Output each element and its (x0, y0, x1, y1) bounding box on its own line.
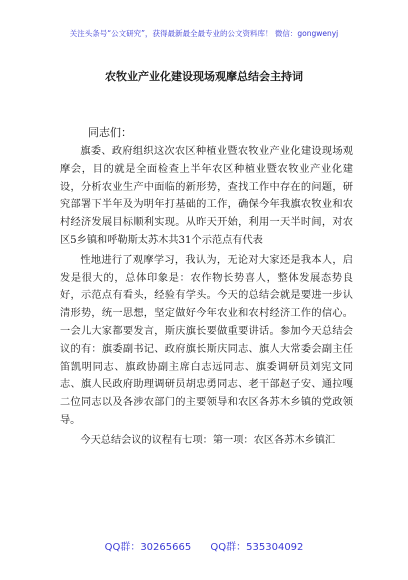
paragraph: 今天总结会议的议程有七项：第一项：农区各苏木乡镇汇 (80, 434, 336, 446)
paragraph: 旗委、政府组织这次农区种植业暨农牧业产业化建设现场观摩会，目的就是全面检查上半年农区种植业暨农牧业产业化建设，分析农业生产中面临的新形势，查找工作中存在的问题，研究部署下半年及为明年打基础的工作，确保今年我旗农牧业和农村经济发展目标顺利实现。从昨天开始，利用一天半时间，对农区5乡镇和呼勒斯太苏木共31个示范点有代表 (60, 146, 353, 246)
paragraph: 性地进行了观摩学习，我认为，无论对大家还是我本人，启发是很大的，总体印象是：农作物长势喜人，整体发展态势良好，示范点有看头，经验有学头。今天的总结会就是要进一步认清形势，统一思想，坚定做好今年农业和农村经济工作的信心。一会儿大家都要发言，斯庆旗长要做重要讲话。参加今天总结会议的有：旗委副书记、政府旗长斯庆同志、旗人大常委会副主任笛凯明同志、旗政协副主席白志远同志、旗委调研员刘宪文同志、旗人民政府助理调研员胡忠勇同志、老干部赵子安、通拉嘎二位同志以及各涉农部门的主要领导和农区各苏木乡镇的党政领导。 (60, 254, 353, 426)
footer (0, 538, 408, 553)
footer-qq-group-1: QQ群：30265665 (104, 542, 192, 553)
document-title: 农牧业产业化建设现场观摩总结会主持词 (105, 70, 303, 83)
greeting: 同志们： (88, 126, 132, 139)
document-body (60, 143, 353, 450)
header-note: 关注头条号“公文研究”，获得最新最全最专业的公文资料库！ 微信：gongwenyj (69, 29, 339, 38)
footer-qq-group-2: QQ群：535304092 (210, 542, 304, 553)
